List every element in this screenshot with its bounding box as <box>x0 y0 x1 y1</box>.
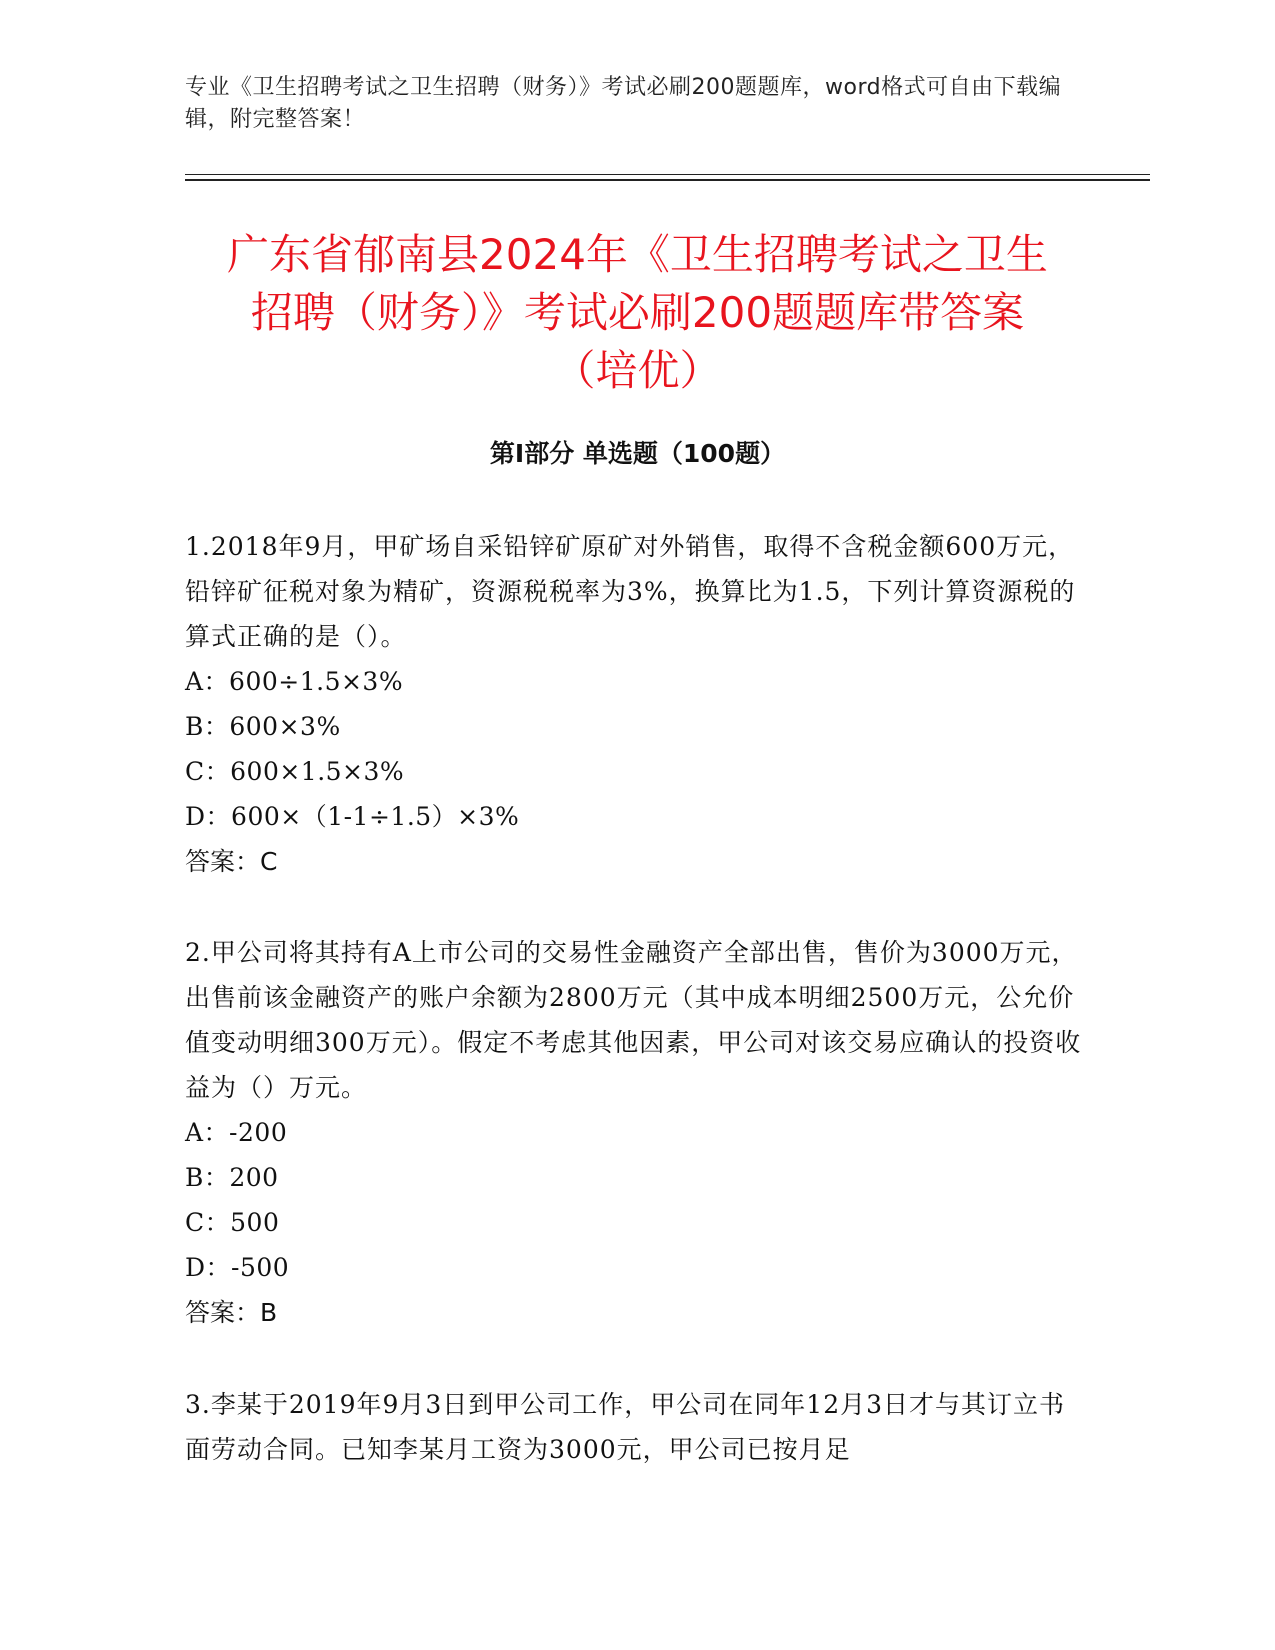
option-c: C：500 <box>185 1208 280 1237</box>
question-stem: 1.2018年9月，甲矿场自采铅锌矿原矿对外销售，取得不含税金额600万元，铅锌矿征税对象为精矿，资源税税率为3%，换算比为1.5，下列计算资源税的算式正确的是（）。 <box>185 532 1076 651</box>
question-stem: 3.李某于2019年9月3日到甲公司工作，甲公司在同年12月3日才与其订立书面劳动合同。已知李某月工资为3000元，甲公司已按月足 <box>185 1390 1066 1464</box>
option-c: C：600×1.5×3% <box>185 757 405 786</box>
question-1 <box>185 524 1085 884</box>
document-title-line-2: 招聘（财务）》考试必刷200题题库带答案 <box>250 288 1025 337</box>
option-a: A：600÷1.5×3% <box>185 667 404 696</box>
question-3 <box>185 1382 1085 1472</box>
section-title: 第Ⅰ部分 单选题（100题） <box>489 439 786 468</box>
document-title-line-3: （培优） <box>553 346 722 395</box>
option-b: B：200 <box>185 1163 279 1192</box>
option-d: D：-500 <box>185 1253 290 1282</box>
document-title <box>160 226 1115 400</box>
header-note: 专业《卫生招聘考试之卫生招聘（财务）》考试必刷200题题库，word格式可自由下载编辑，附完整答案！ <box>185 75 1062 132</box>
question-stem: 2.甲公司将其持有A上市公司的交易性金融资产全部出售，售价为3000万元，出售前该金融资产的账户余额为2800万元（其中成本明细2500万元，公允价值变动明细300万元）。假定不考虑其他因素，甲公司对该交易应确认的投资收益为（）万元。 <box>185 938 1082 1102</box>
question-2 <box>185 930 1085 1335</box>
answer: 答案：C <box>185 847 278 876</box>
header-divider-thin <box>185 174 1150 175</box>
option-d: D：600×（1-1÷1.5）×3% <box>185 802 520 831</box>
option-b: B：600×3% <box>185 712 341 741</box>
header-divider-thick <box>185 179 1150 181</box>
option-a: A：-200 <box>185 1118 288 1147</box>
document-title-line-1: 广东省郁南县2024年《卫生招聘考试之卫生 <box>227 230 1048 279</box>
answer: 答案：B <box>185 1298 278 1327</box>
